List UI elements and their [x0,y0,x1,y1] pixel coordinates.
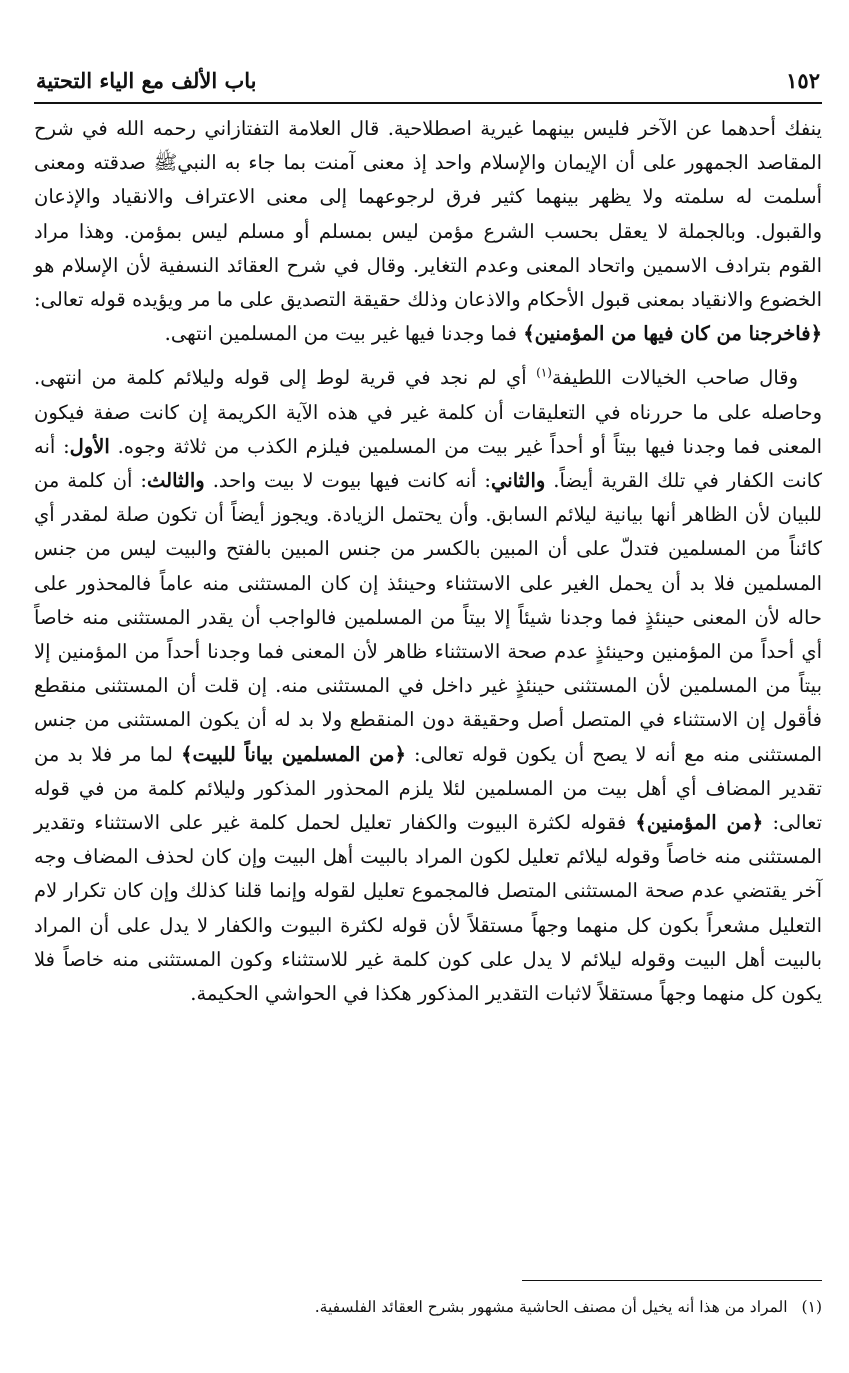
page-number: ١٥٢ [786,68,820,93]
quran-verse: ﴿من المسلمين بياناً للبيت﴾ [181,742,406,766]
point-third-label: والثالث [147,469,205,493]
point-first-label: الأول [69,434,110,458]
running-header [34,66,822,104]
quran-verse: ﴿من المؤمنين﴾ [635,811,764,835]
quran-verse: ﴿فاخرجنا من كان فيها من المؤمنين﴾ [523,322,822,346]
footnote [34,1294,822,1320]
paragraph-2-text-g: فقوله لكثرة البيوت والكفار تعليل لحمل كلمة غير على الاستثناء وتقدير المستثنى منه خاصاً وقوله ليلائم تعليل لكون المراد بالبيت أهل البيت وإن كان لحذف المضاف وجه آخر يقتضي عدم صحة المستثنى المتصل فالمجموع تعليل لقوله وإنما قلنا كذلك وإن كان تكرار لام التعليل مشعراً بكون كل منهما وجهاً مستقلاً لأن قوله لكثرة البيوت والكفار لا يدل على أن المراد بالبيت أهل البيت وقوله ليلائم لا يدل على كون كلمة غير للاستثناء وكون المستثنى منه خاصاً فلا يكون كل منهما وجهاً مستقلاً لاثبات التقدير المذكور هكذا في الحواشي الحكيمة. [34,811,822,1006]
body-text [34,112,822,1011]
point-second-label: والثاني [491,469,546,493]
paragraph-2 [34,361,822,1011]
footnote-text: المراد من هذا أنه يخيل أن مصنف الحاشية مشهور بشرح العقائد الفلسفية. [314,1298,788,1316]
paragraph-2-text-c: : أنه كانت الكفار في تلك القرية أيضاً. [34,434,822,493]
footnote-reference: (١) [536,365,552,380]
paragraph-2-text-a: وقال صاحب الخيالات اللطيفة [551,366,798,390]
paragraph-1-text-b: فما وجدنا فيها غير بيت من المسلمين انتهى. [164,322,524,346]
footnote-divider [522,1280,822,1281]
footnote-number: (١) [801,1298,822,1316]
running-title: باب الألف مع الياء التحتية [36,68,257,93]
paragraph-2-text-e: : أن كلمة من للبيان لأن الظاهر أنها بيانية ليلائم السابق. وأن يحتمل الزيادة. ويجوز أيضاً أن تكون صلة لمقدر أي كائناً من المسلمين فتدلّ على أن المبين بالكسر من جنس المبين بالفتح والبيت ليس من جنس المسلمين فلا بد أن يحمل الغير على الاستثناء وحينئذ إن كان المستثنى منه عاماً فالمحذور على حاله لأن المعنى حينئذٍ فما وجدنا شيئاً إلا بيتاً من المسلمين فالواجب أن يقدر المستثنى منه خاصاً أي أحداً من المؤمنين وحينئذٍ عدم صحة الاستثناء ظاهر لأن المعنى فما وجدنا أحداً من المؤمنين إلا بيتاً من المسلمين لأن المستثنى حينئذٍ غير داخل في المستثنى منه. إن قلت أن المستثنى منقطع فأقول إن الاستثناء في المتصل أصل وحقيقة دون المنقطع ولا بد له أن يكون المستثنى من جنس المستثنى منه مع أنه لا يصح أن يكون قوله تعالى: [34,469,822,766]
book-page [34,66,822,1356]
paragraph-2-text-b: أي لم نجد في قرية لوط إلى قوله وليلائم كلمة من انتهى. وحاصله على ما حررناه في التعليقات أن كلمة غير في هذه الآية الكريمة إن كانت صفة فيكون المعنى فما وجدنا فيها بيتاً أو أحداً غير بيت من المسلمين فيلزم الكذب من ثلاثة وجوه. [34,366,822,458]
paragraph-1-text-a: ينفك أحدهما عن الآخر فليس بينهما غيرية اصطلاحية. قال العلامة التفتازاني رحمه الله في شرح المقاصد الجمهور على أن الإيمان والإسلام واحد إذ معنى آمنت بما جاء به النبيﷺ صدقته ومعنى أسلمت له سلمته ولا يظهر بينهما كثير فرق لرجوعهما إلى معنى الاعتراف والانقياد والإذعان والقبول. وبالجملة لا يعقل بحسب الشرع مؤمن ليس بمسلم أو مسلم ليس بمؤمن. وهذا مراد القوم بترادف الاسمين واتحاد المعنى وعدم التغاير. وقال في شرح العقائد النسفية لأن الإسلام هو الخضوع والانقياد بمعنى قبول الأحكام والاذعان وذلك حقيقة التصديق على ما مر ويؤيده قوله تعالى: [34,117,822,312]
paragraph-2-text-f: لما مر فلا بد من تقدير المضاف أي أهل بيت من المسلمين لئلا يلزم المحذور المذكور وليلائم كلمة من في قوله تعالى: [34,742,822,835]
paragraph-1 [34,112,822,351]
paragraph-2-text-d: : أنه كانت فيها بيوت لا بيت واحد. [204,469,492,493]
